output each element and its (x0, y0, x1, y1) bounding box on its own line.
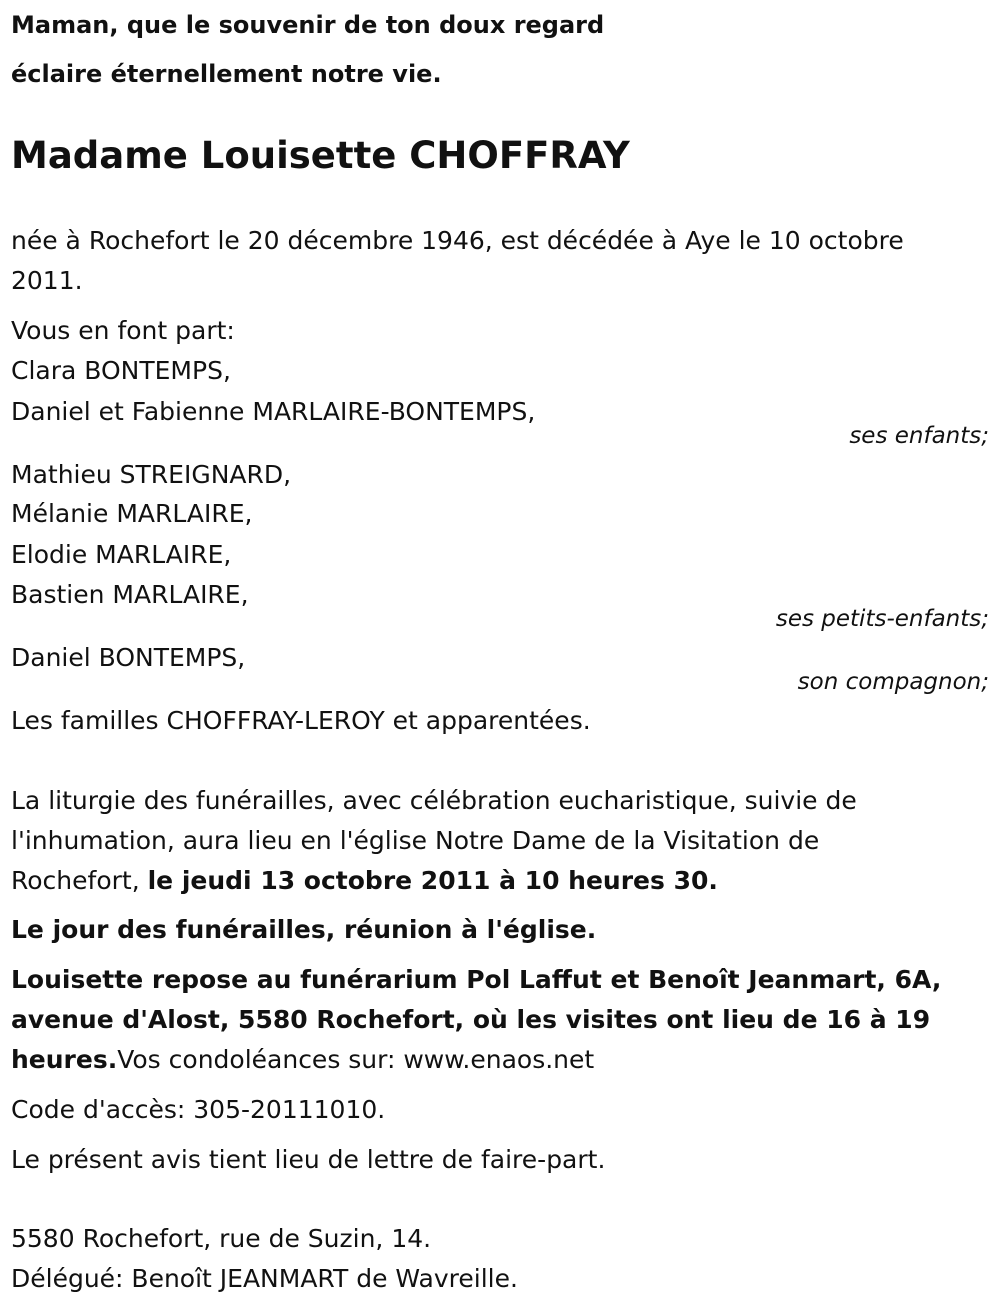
child-2: Daniel et Fabienne MARLAIRE-BONTEMPS, (11, 397, 536, 426)
announcement-intro: Vous en font part: (11, 316, 235, 345)
child-1: Clara BONTEMPS, (11, 356, 231, 385)
rest-hours: heures. (11, 1045, 118, 1074)
access-code: Code d'accès: 305-20111010. (11, 1095, 386, 1124)
families: Les familles CHOFFRAY-LEROY et apparentées. (11, 706, 591, 735)
companion: Daniel BONTEMPS, (11, 643, 246, 672)
grandchildren-label: ses petits-enfants; (775, 606, 989, 632)
rest-line-1: Louisette repose au funérarium Pol Laffut et Benoît Jeanmart, 6A, (11, 965, 942, 994)
rest-line-3 (11, 1045, 594, 1075)
funeral-line-1: La liturgie des funérailles, avec célébration eucharistique, suivie de (11, 786, 857, 815)
children-label: ses enfants; (849, 423, 989, 449)
companion-label: son compagnon; (797, 669, 989, 695)
grandchild-3: Elodie MARLAIRE, (11, 540, 232, 569)
delegate: Délégué: Benoît JEANMART de Wavreille. (11, 1264, 518, 1293)
meeting-note: Le jour des funérailles, réunion à l'église. (11, 915, 597, 944)
grandchild-4: Bastien MARLAIRE, (11, 580, 249, 609)
deceased-name: Madame Louisette CHOFFRAY (11, 134, 630, 177)
epitaph-line-1: Maman, que le souvenir de ton doux regard (11, 11, 605, 39)
epitaph-line-2: éclaire éternellement notre vie. (11, 60, 442, 88)
birth-death-line-2: 2011. (11, 266, 83, 295)
funeral-date-time: le jeudi 13 octobre 2011 à 10 heures 30. (147, 866, 718, 895)
rest-line-2: avenue d'Alost, 5580 Rochefort, où les visites ont lieu de 16 à 19 (11, 1005, 931, 1034)
grandchild-2: Mélanie MARLAIRE, (11, 499, 253, 528)
birth-death-line-1: née à Rochefort le 20 décembre 1946, est décédée à Aye le 10 octobre (11, 226, 904, 255)
funeral-line-2: l'inhumation, aura lieu en l'église Notre Dame de la Visitation de (11, 826, 820, 855)
funeral-line-3-prefix: Rochefort, (11, 866, 148, 895)
notice: Le présent avis tient lieu de lettre de faire-part. (11, 1145, 606, 1174)
condolences: Vos condoléances sur: www.enaos.net (117, 1045, 595, 1074)
funeral-line-3 (11, 866, 718, 896)
address: 5580 Rochefort, rue de Suzin, 14. (11, 1224, 432, 1253)
grandchild-1: Mathieu STREIGNARD, (11, 460, 292, 489)
